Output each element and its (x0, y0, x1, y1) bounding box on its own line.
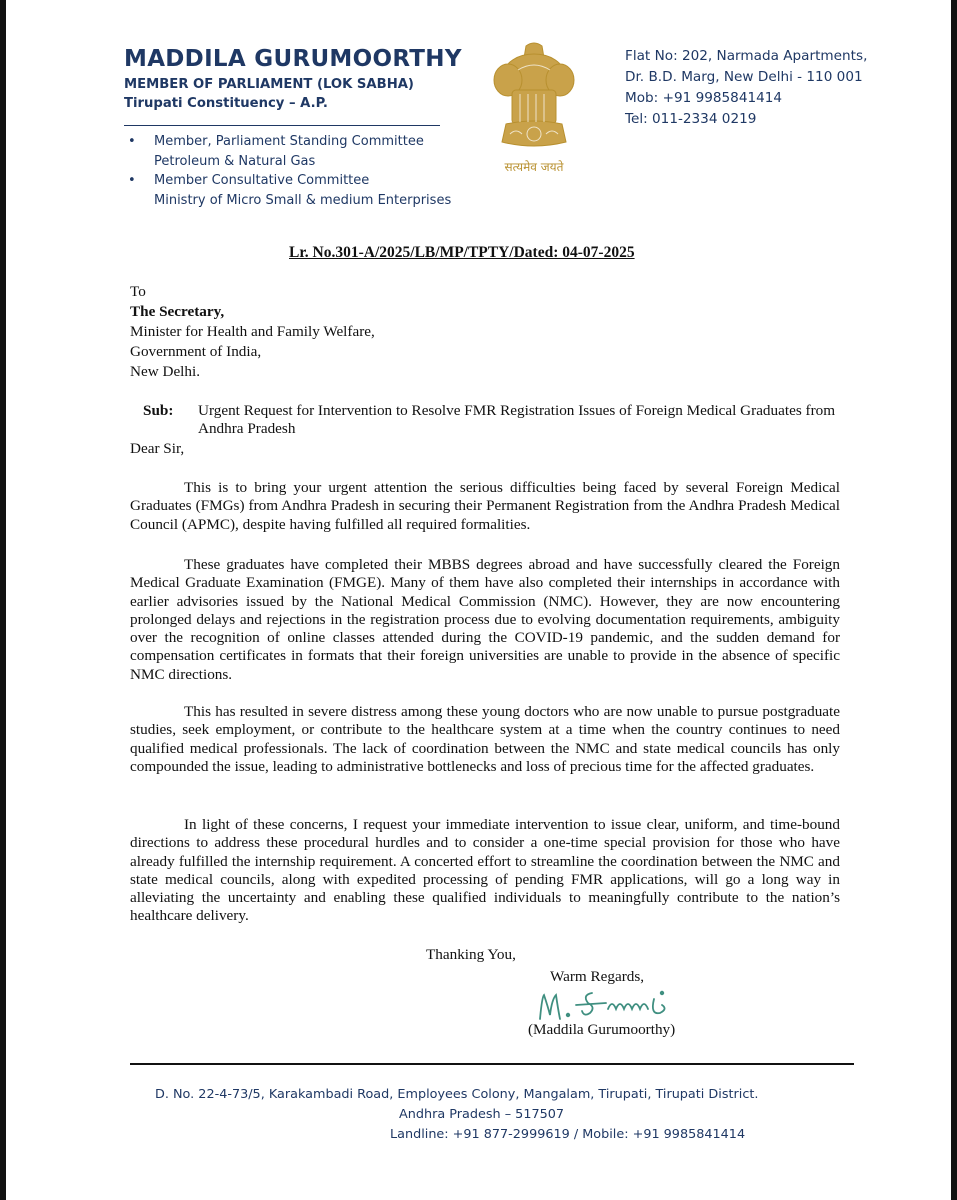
mp-designation: MEMBER OF PARLIAMENT (LOK SABHA) (124, 77, 414, 92)
letter-page (6, 0, 951, 1200)
subject-block (130, 402, 850, 438)
mp-constituency: Tirupati Constituency – A.P. (124, 96, 328, 111)
subject-text: Urgent Request for Intervention to Resolve FMR Registration Issues of Foreign Medical Graduates from Andhra Pradesh (198, 402, 836, 437)
telephone-number: Tel: 011-2334 0219 (625, 111, 757, 127)
closing-regards: Warm Regards, (550, 968, 645, 985)
footer-line: D. No. 22-4-73/5, Karakambadi Road, Employees Colony, Mangalam, Tirupati, Tirupati District. (155, 1087, 759, 1102)
footer-divider (130, 1063, 854, 1065)
committee-list (124, 132, 474, 210)
recipient-block (130, 282, 375, 382)
letterhead-left (124, 46, 474, 210)
body-paragraph-4: In light of these concerns, I request your immediate intervention to issue clear, uniform, and time-bound directions to address these procedural hurdles and to consider a one-time special provision for those who have already fulfilled the internship requirement. A concerted effort to streamline the coordination between the NMC and state medical councils, along with expedited processing of pending FMR applications, will go a long way in alleviating the uncertainty and enabling these qualified individuals to meaningfully contribute to the nation’s healthcare delivery. (130, 816, 840, 925)
recipient-line: Government of India, (130, 343, 262, 360)
emblem-motto: सत्यमेव जयते (504, 160, 564, 174)
body-paragraph-3: This has resulted in severe distress among these young doctors who are now unable to pursue postgraduate studies, seek employment, or contribute to the healthcare system at a time when the country continues to need qualified medical professionals. The lack of coordination between the NMC and state medical councils has only compounded the issue, leading to administrative bottlenecks and loss of precious time for the affected graduates. (130, 703, 840, 775)
address-line: Dr. B.D. Marg, New Delhi - 110 001 (625, 69, 863, 85)
national-emblem (474, 40, 594, 185)
signature (536, 985, 716, 1025)
signatory-name: (Maddila Gurumoorthy) (528, 1021, 676, 1038)
mp-name: MADDILA GURUMOORTHY (124, 46, 462, 72)
committee-item: • Member Consultative Committee Ministry of Micro Small & medium Enterprises (124, 171, 474, 210)
letter-reference: Lr. No.301-A/2025/LB/MP/TPTY/Dated: 04-07-2025 (289, 244, 635, 261)
salutation: Dear Sir, (130, 440, 185, 457)
footer-address (124, 1085, 864, 1145)
body-paragraph-1: This is to bring your urgent attention the serious difficulties being faced by several Foreign Medical Graduates (FMGs) from Andhra Pradesh in securing their Permanent Registration from the Andhra Pradesh Medical Council (APMC), despite having fulfilled all required formalities. (130, 479, 840, 533)
subject-label: Sub: (143, 402, 174, 419)
delhi-address (625, 46, 867, 130)
committee-item: • Member, Parliament Standing Committee Petroleum & Natural Gas (124, 132, 474, 171)
mobile-number: Mob: +91 9985841414 (625, 90, 783, 106)
address-line: Flat No: 202, Narmada Apartments, (625, 48, 868, 64)
handwritten-signature-icon (536, 985, 716, 1025)
recipient-line: Minister for Health and Family Welfare, (130, 323, 375, 340)
recipient-line: New Delhi. (130, 363, 201, 380)
footer-contact: Landline: +91 877-2999619 / Mobile: +91 9985841414 (390, 1127, 746, 1142)
footer-line: Andhra Pradesh – 517507 (399, 1107, 565, 1122)
recipient-to: To (130, 283, 146, 300)
closing-thanks: Thanking You, (426, 946, 516, 963)
recipient-title: The Secretary, (130, 303, 225, 320)
letterhead-divider (124, 125, 440, 126)
body-paragraph-2: These graduates have completed their MBBS degrees abroad and have successfully cleared the Foreign Medical Graduate Examination (FMGE). Many of them have also completed their internships in accordance with earlier advisories issued by the National Medical Commission (NMC). However, they are now encountering prolonged delays and rejections in the registration process due to evolving documentation requirements, ambiguity over the recognition of online classes attended during the COVID-19 pandemic, and the sudden demand for compensation certificates in formats that their foreign universities are unable to provide in the absence of specific NMC directions. (130, 556, 840, 683)
ashoka-emblem-icon (474, 40, 594, 155)
